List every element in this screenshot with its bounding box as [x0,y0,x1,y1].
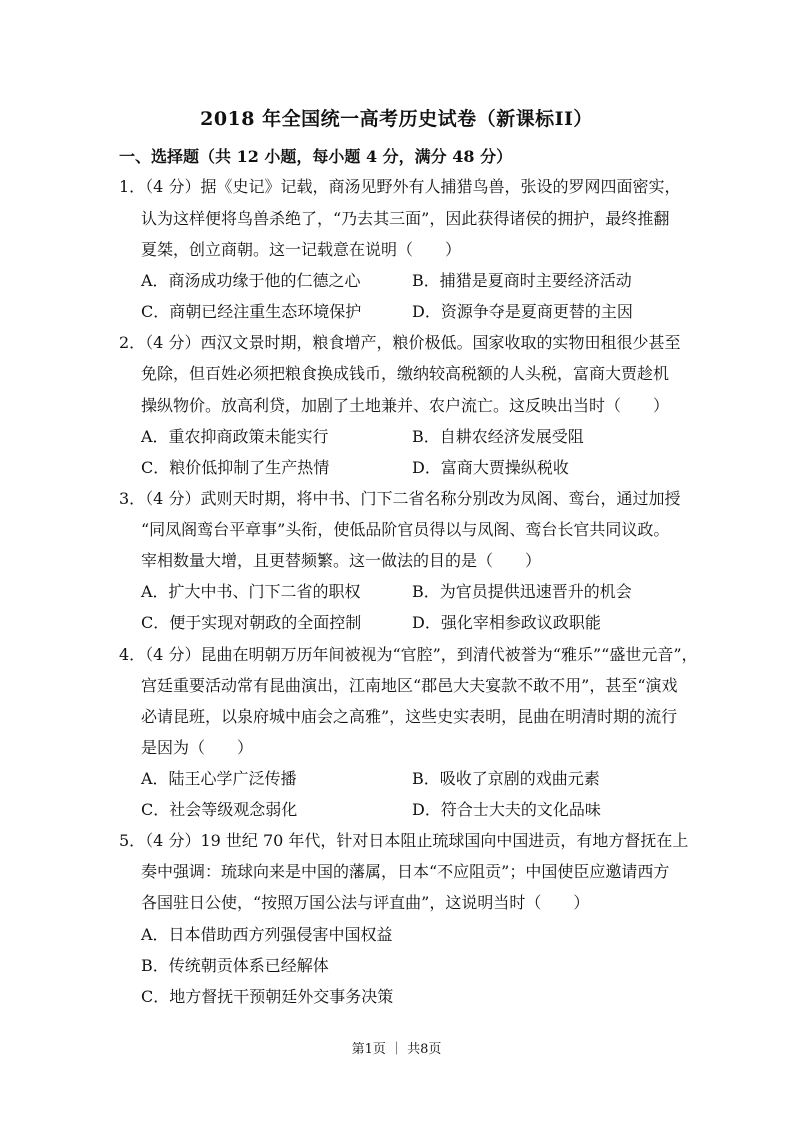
question-5-option-c: C．地方督抚干预朝廷外交事务决策 [141,987,394,1006]
question-1-option-d: D．资源争夺是夏商更替的主因 [412,302,633,321]
question-3-option-c: C．便于实现对朝政的全面控制 [141,613,362,632]
question-2-line-1: 2．（4 分）西汉文景时期，粮食增产，粮价极低。国家收取的实物田租很少甚至 [119,333,681,352]
question-4-option-d: D．符合士大夫的文化品味 [412,800,601,819]
question-5-option-a: A．日本借助西方列强侵害中国权益 [141,925,393,944]
question-4-line-1: 4．（4 分）昆曲在明朝万历年间被视为“官腔”，到清代被誉为“雅乐”“盛世元音”， [119,645,698,664]
question-4-line-4: 是因为（ ） [141,738,254,757]
question-2-option-b: B．自耕农经济发展受阻 [412,427,584,446]
question-1-option-b: B．捕猎是夏商时主要经济活动 [412,271,632,290]
question-5-line-1: 5．（4 分）19 世纪 70 年代，针对日本阻止琉球国向中国进贡，有地方督抚在上 [119,831,689,850]
question-3-option-d: D．强化宰相参政议政职能 [412,613,601,632]
question-2-option-c: C．粮价低抑制了生产热情 [141,458,330,477]
question-1-line-1: 1．（4 分）据《史记》记载，商汤见野外有人捕猎鸟兽，张设的罗网四面密实， [119,177,681,196]
question-1-option-c: C．商朝已经注重生态环境保护 [141,302,362,321]
question-5-option-b: B．传统朝贡体系已经解体 [141,956,329,975]
question-2-line-2: 免除，但百姓必须把粮食换成钱币，缴纳较高税额的人头税，富商大贾趁机 [141,364,670,383]
question-3-option-b: B．为官员提供迅速晋升的机会 [412,582,632,601]
question-4-option-c: C．社会等级观念弱化 [141,800,298,819]
page-footer: 第1页 ｜ 共8页 [351,1042,442,1057]
question-1-line-3: 夏桀，创立商朝。这一记载意在说明（ ） [141,240,462,259]
question-3-line-1: 3．（4 分）武则天时期，将中书、门下二省名称分别改为凤阁、鸾台，通过加授 [119,489,681,508]
question-2-line-3: 操纵物价。放高利贷，加剧了土地兼并、农户流亡。这反映出当时（ ） [141,396,670,415]
question-4-option-a: A．陆王心学广泛传播 [141,769,297,788]
page-title: 2018 年全国统一高考历史试卷（新课标II） [200,108,593,130]
question-4-line-3: 必请昆班，以泉府城中庙会之高雅”，这些史实表明，昆曲在明清时期的流行 [141,707,678,726]
question-2-option-a: A．重农抑商政策未能实行 [141,427,329,446]
question-1-line-2: 认为这样便将鸟兽杀绝了，“乃去其三面”，因此获得诸侯的拥护，最终推翻 [141,209,670,228]
question-3-line-2: “同凤阁鸾台平章事”头衔，使低品阶官员得以与凤阁、鸾台长官共同议政。 [141,520,670,539]
question-2-option-d: D．富商大贾操纵税收 [412,458,569,477]
question-1-option-a: A．商汤成功缘于他的仁德之心 [141,271,361,290]
question-5-line-2: 奏中强调：琉球向来是中国的藩属，日本“不应阻贡”；中国使臣应邀请西方 [141,862,670,881]
question-5-line-3: 各国驻日公使，“按照万国公法与评直曲”，这说明当时（ ） [141,893,590,912]
question-4-line-2: 宫廷重要活动常有昆曲演出，江南地区“郡邑大夫宴款不敢不用”，甚至“演戏 [141,676,678,695]
question-3-line-3: 宰相数量大增，且更替频繁。这一做法的目的是（ ） [141,551,542,570]
question-4-option-b: B．吸收了京剧的戏曲元素 [412,769,600,788]
section-heading: 一、选择题（共 12 小题，每小题 4 分，满分 48 分） [119,147,513,166]
question-3-option-a: A．扩大中书、门下二省的职权 [141,582,361,601]
